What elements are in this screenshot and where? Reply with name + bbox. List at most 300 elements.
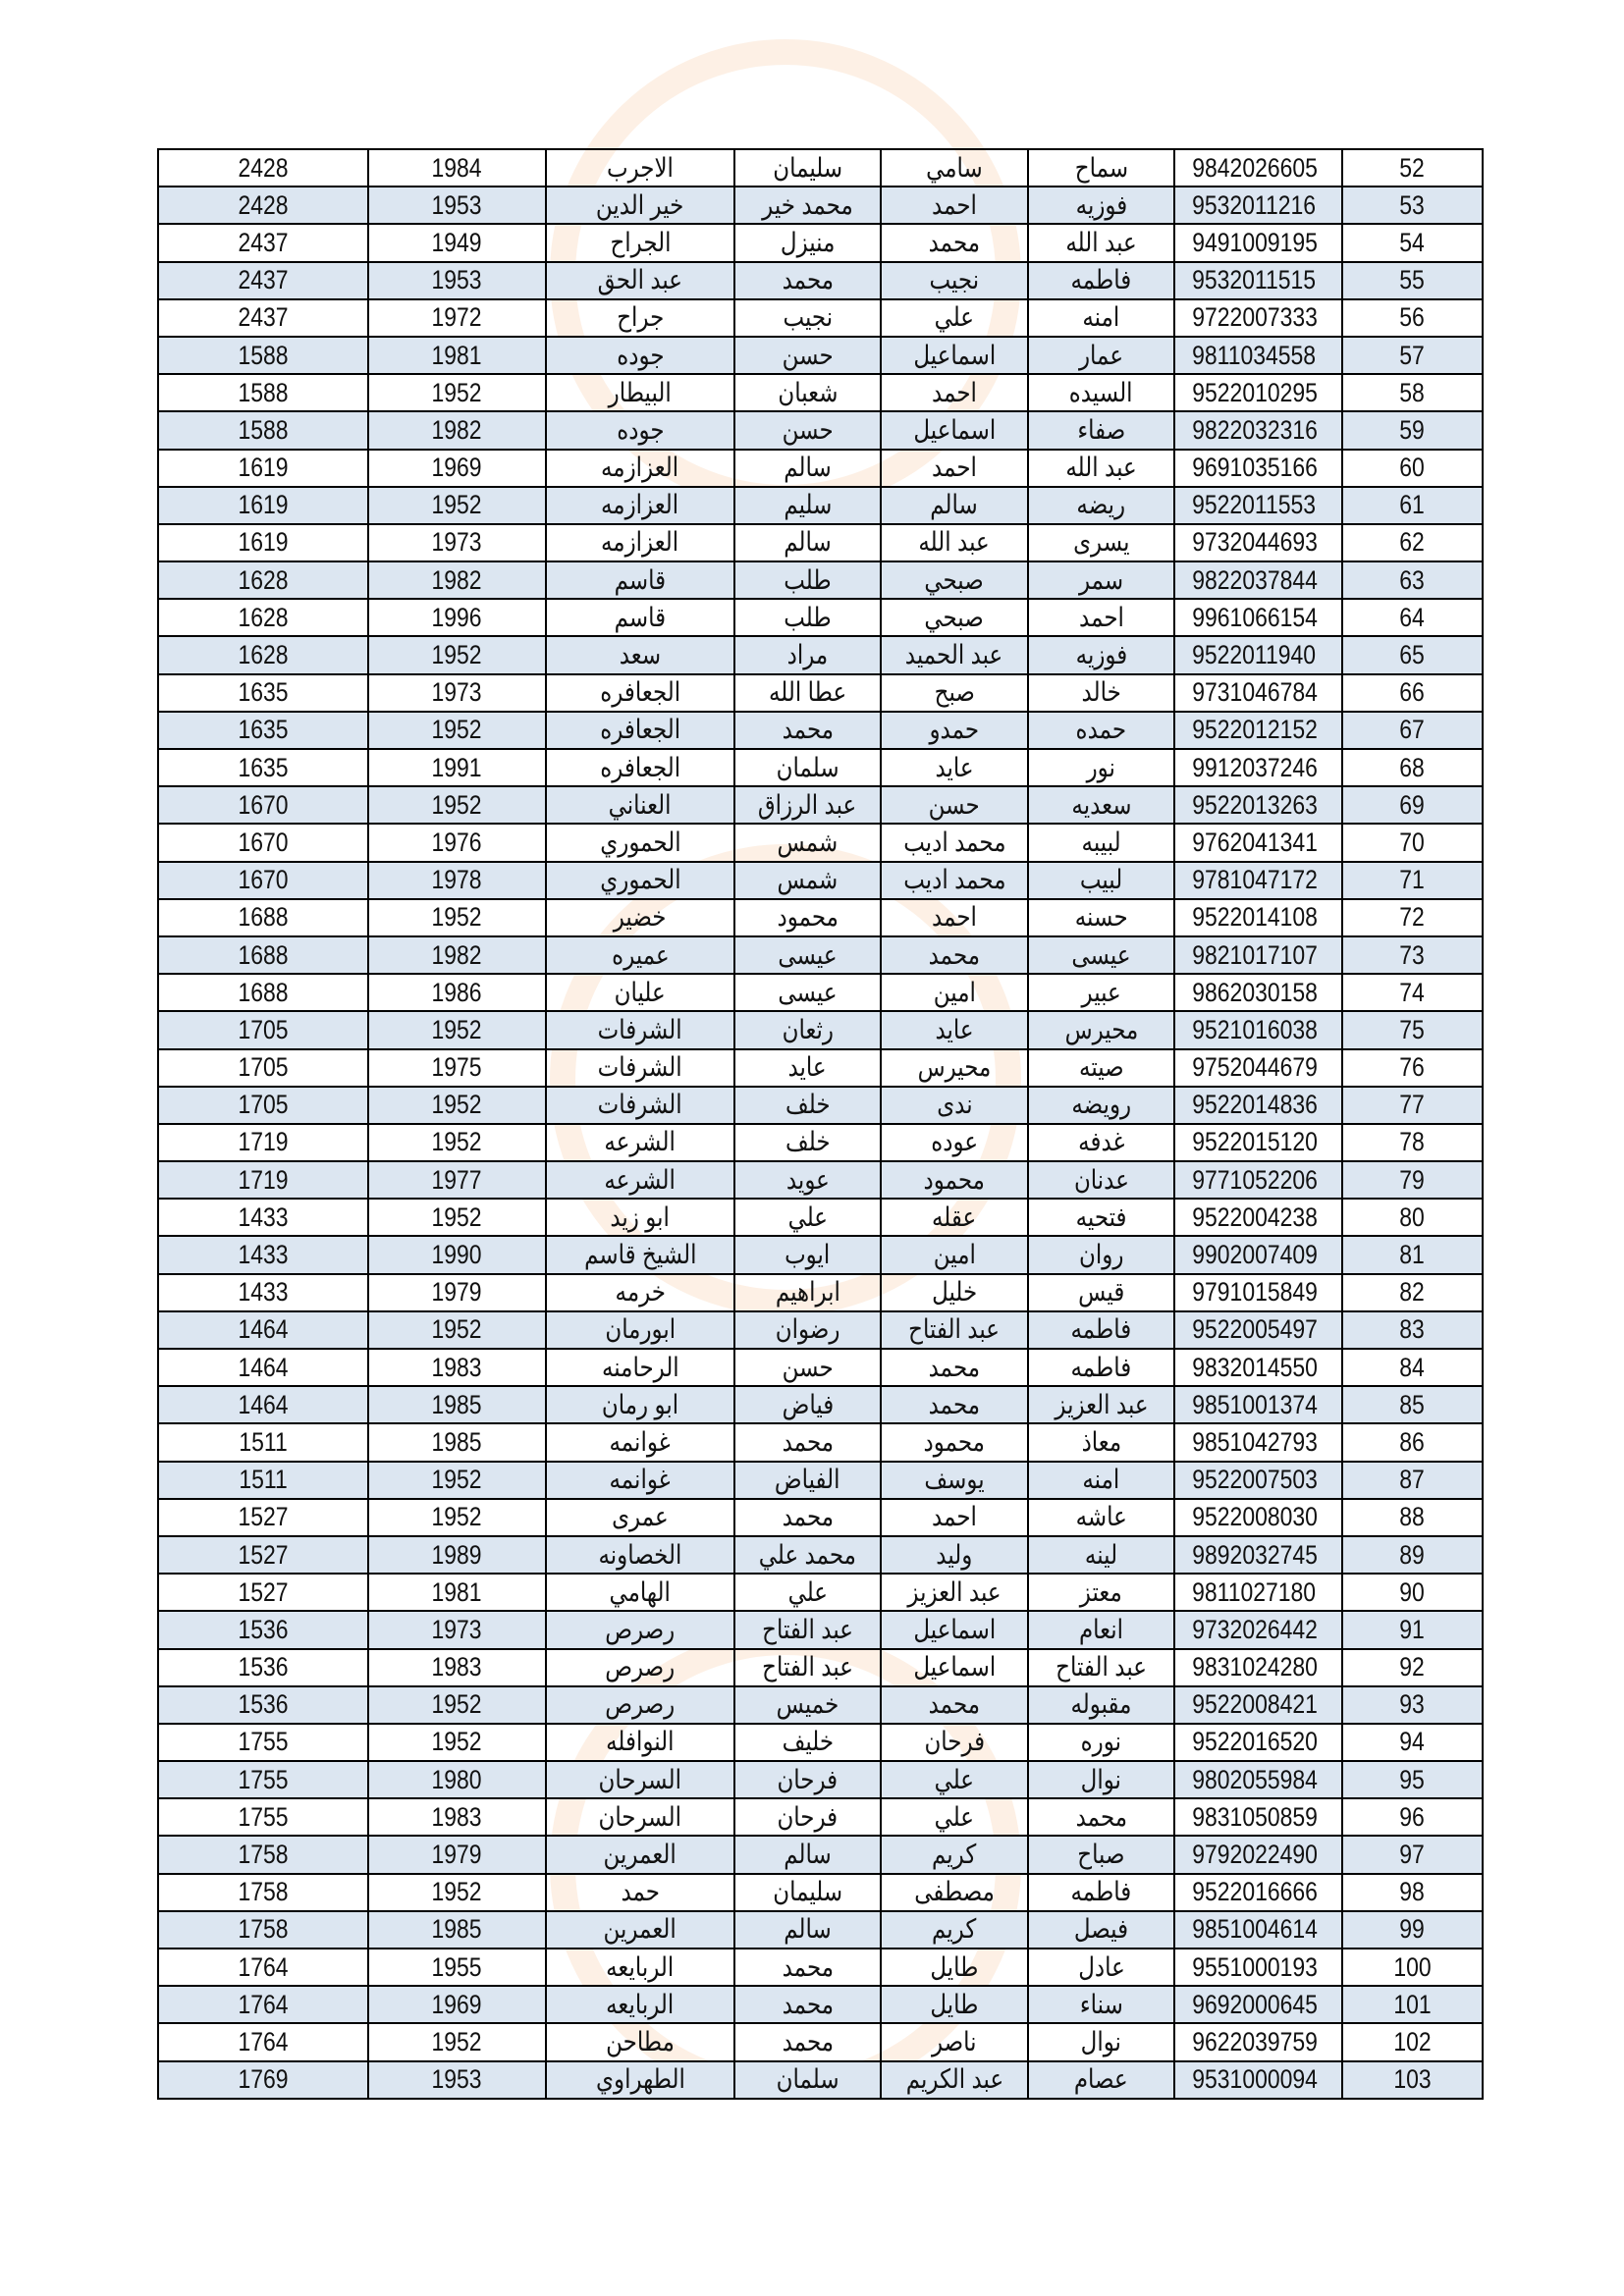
- cell-grandfather-name: [734, 1686, 881, 1724]
- cell-code-text: 2428: [238, 189, 289, 220]
- cell-first-name-text: عبد العزيز: [1054, 1389, 1149, 1419]
- cell-grandfather-name-text: حسن: [782, 414, 834, 445]
- cell-seq-text: 61: [1399, 490, 1426, 520]
- cell-father-name-text: صبحي: [924, 602, 985, 632]
- cell-code: [158, 1874, 368, 1911]
- cell-grandfather-name-text: محمد: [782, 2026, 834, 2056]
- cell-code: [158, 1311, 368, 1349]
- cell-code: [158, 262, 368, 299]
- cell-seq-text: 53: [1399, 189, 1426, 220]
- cell-first-name: [1028, 224, 1174, 261]
- table-row: [158, 1649, 1483, 1686]
- cell-grandfather-name: [734, 786, 881, 824]
- cell-national-id: [1174, 1049, 1342, 1087]
- cell-family-name-text: رصرص: [605, 1652, 676, 1682]
- table-row: [158, 1724, 1483, 1761]
- cell-birth-year-text: 1982: [431, 939, 483, 970]
- cell-grandfather-name-text: سليمان: [773, 152, 842, 183]
- cell-grandfather-name-text: رضوان: [775, 1314, 840, 1345]
- cell-first-name-text: عصام: [1074, 2064, 1128, 2095]
- cell-father-name: [881, 1236, 1028, 1273]
- cell-national-id-text: 9902007409: [1192, 1240, 1318, 1270]
- cell-birth-year-text: 1981: [431, 1576, 483, 1607]
- cell-father-name: [881, 1686, 1028, 1724]
- cell-birth-year: [368, 1124, 546, 1161]
- table-row: [158, 636, 1483, 673]
- cell-birth-year: [368, 1199, 546, 1236]
- cell-seq: [1342, 2023, 1483, 2060]
- cell-birth-year-text: 1953: [431, 189, 483, 220]
- cell-seq: [1342, 1087, 1483, 1124]
- table-row: [158, 1349, 1483, 1386]
- cell-national-id-text: 9752044679: [1192, 1052, 1318, 1083]
- cell-grandfather-name-text: خلف: [785, 1127, 831, 1157]
- cell-seq: [1342, 1423, 1483, 1461]
- cell-seq-text: 70: [1399, 827, 1426, 857]
- cell-seq: [1342, 1274, 1483, 1311]
- cell-birth-year-text: 1975: [431, 1052, 483, 1083]
- cell-code-text: 1755: [238, 1764, 289, 1794]
- cell-first-name-text: السيده: [1069, 377, 1133, 407]
- cell-seq-text: 97: [1399, 1840, 1426, 1870]
- records-table: [157, 148, 1484, 2100]
- cell-seq: [1342, 712, 1483, 749]
- cell-grandfather-name-text: سلمان: [776, 752, 839, 782]
- cell-national-id-text: 9522010295: [1192, 377, 1318, 407]
- cell-national-id-text: 9532011515: [1192, 265, 1317, 295]
- cell-seq: [1342, 1311, 1483, 1349]
- cell-first-name-text: عاشه: [1075, 1502, 1127, 1532]
- cell-code-text: 1433: [238, 1277, 289, 1308]
- cell-seq-text: 84: [1399, 1352, 1426, 1382]
- cell-birth-year-text: 1952: [431, 1465, 483, 1495]
- cell-national-id: [1174, 636, 1342, 673]
- cell-birth-year-text: 1952: [431, 1502, 483, 1532]
- cell-birth-year: [368, 749, 546, 786]
- cell-seq: [1342, 262, 1483, 299]
- cell-first-name-text: حمده: [1075, 715, 1127, 745]
- cell-national-id: [1174, 262, 1342, 299]
- cell-birth-year: [368, 487, 546, 524]
- cell-code-text: 1628: [238, 564, 289, 595]
- cell-grandfather-name: [734, 262, 881, 299]
- cell-code-text: 1670: [238, 827, 289, 857]
- cell-grandfather-name-text: منيزل: [780, 227, 836, 257]
- cell-code-text: 1670: [238, 789, 289, 820]
- table-row: [158, 411, 1483, 449]
- cell-family-name-text: سعد: [619, 640, 662, 670]
- cell-first-name: [1028, 1911, 1174, 1949]
- cell-national-id: [1174, 1124, 1342, 1161]
- cell-national-id-text: 9792022490: [1192, 1840, 1318, 1870]
- cell-national-id-text: 9522012152: [1192, 715, 1318, 745]
- cell-father-name-text: عبد الله: [918, 527, 991, 558]
- cell-national-id: [1174, 1724, 1342, 1761]
- cell-seq: [1342, 1386, 1483, 1423]
- cell-code-text: 1588: [238, 377, 289, 407]
- cell-first-name-text: لينه: [1084, 1539, 1118, 1570]
- cell-family-name-text: جوده: [616, 340, 665, 370]
- cell-first-name-text: صفاء: [1077, 414, 1125, 445]
- cell-grandfather-name-text: سالم: [784, 453, 832, 483]
- cell-birth-year: [368, 1536, 546, 1574]
- cell-father-name: [881, 149, 1028, 187]
- cell-seq: [1342, 1874, 1483, 1911]
- cell-birth-year-text: 1969: [431, 1989, 483, 2019]
- cell-seq-text: 101: [1393, 1989, 1432, 2019]
- cell-national-id-text: 9522011940: [1192, 640, 1317, 670]
- cell-first-name: [1028, 1161, 1174, 1199]
- cell-seq-text: 54: [1399, 227, 1426, 257]
- cell-family-name: [546, 1349, 734, 1386]
- cell-first-name-text: مقبوله: [1070, 1689, 1132, 1720]
- cell-national-id-text: 9732026442: [1192, 1614, 1318, 1644]
- cell-seq: [1342, 450, 1483, 487]
- cell-grandfather-name: [734, 337, 881, 374]
- cell-father-name: [881, 936, 1028, 974]
- cell-national-id: [1174, 1236, 1342, 1273]
- cell-father-name-text: علي: [934, 1764, 975, 1794]
- cell-grandfather-name-text: سليم: [783, 490, 833, 520]
- cell-family-name-text: البيطار: [608, 377, 673, 407]
- cell-grandfather-name: [734, 149, 881, 187]
- cell-family-name: [546, 1274, 734, 1311]
- cell-code: [158, 1236, 368, 1273]
- cell-code: [158, 1386, 368, 1423]
- cell-grandfather-name: [734, 2061, 881, 2099]
- cell-grandfather-name-text: عيسى: [778, 977, 838, 1007]
- cell-seq: [1342, 1911, 1483, 1949]
- cell-seq-text: 91: [1399, 1614, 1426, 1644]
- cell-father-name: [881, 1423, 1028, 1461]
- cell-father-name: [881, 1836, 1028, 1873]
- cell-birth-year-text: 1952: [431, 1877, 483, 1907]
- cell-family-name-text: الشرفات: [597, 1052, 683, 1083]
- cell-first-name: [1028, 337, 1174, 374]
- cell-seq-text: 74: [1399, 977, 1426, 1007]
- cell-birth-year-text: 1980: [431, 1764, 483, 1794]
- cell-grandfather-name: [734, 2023, 881, 2060]
- cell-birth-year: [368, 524, 546, 561]
- cell-code: [158, 374, 368, 411]
- cell-first-name: [1028, 1011, 1174, 1048]
- cell-grandfather-name: [734, 1536, 881, 1574]
- table-row: [158, 1049, 1483, 1087]
- cell-code-text: 1670: [238, 865, 289, 895]
- cell-birth-year: [368, 1874, 546, 1911]
- cell-seq: [1342, 1836, 1483, 1873]
- cell-seq-text: 81: [1399, 1240, 1426, 1270]
- cell-family-name-text: خير الدين: [596, 189, 684, 220]
- cell-seq-text: 98: [1399, 1877, 1426, 1907]
- cell-first-name: [1028, 1087, 1174, 1124]
- cell-father-name: [881, 636, 1028, 673]
- cell-code-text: 1705: [238, 1014, 289, 1044]
- cell-code: [158, 1087, 368, 1124]
- cell-grandfather-name: [734, 749, 881, 786]
- cell-seq-text: 66: [1399, 677, 1426, 708]
- cell-national-id-text: 9832014550: [1192, 1352, 1318, 1382]
- cell-family-name-text: العناني: [609, 789, 672, 820]
- cell-family-name-text: الخصاونه: [598, 1539, 682, 1570]
- cell-father-name-text: عبد الفتاح: [908, 1314, 1001, 1345]
- cell-grandfather-name: [734, 1499, 881, 1536]
- cell-grandfather-name-text: عويد: [785, 1164, 830, 1195]
- cell-national-id-text: 9851001374: [1192, 1389, 1318, 1419]
- cell-national-id-text: 9961066154: [1192, 602, 1318, 632]
- cell-family-name-text: الشرفات: [597, 1090, 683, 1120]
- cell-family-name-text: غوانمه: [609, 1426, 672, 1457]
- cell-father-name: [881, 1874, 1028, 1911]
- cell-father-name-text: ندى: [936, 1090, 973, 1120]
- cell-father-name-text: عبد الحميد: [905, 640, 1003, 670]
- cell-grandfather-name: [734, 1311, 881, 1349]
- cell-seq-text: 86: [1399, 1426, 1426, 1457]
- cell-first-name: [1028, 2023, 1174, 2060]
- cell-father-name: [881, 1911, 1028, 1949]
- cell-birth-year: [368, 411, 546, 449]
- cell-birth-year: [368, 1499, 546, 1536]
- cell-family-name-text: جراح: [616, 302, 665, 333]
- cell-father-name-text: عبد الكريم: [905, 2064, 1003, 2095]
- cell-birth-year: [368, 636, 546, 673]
- cell-code-text: 1758: [238, 1914, 289, 1945]
- cell-birth-year: [368, 149, 546, 187]
- cell-birth-year-text: 1983: [431, 1801, 483, 1832]
- cell-first-name-text: عبد الفتاح: [1056, 1652, 1147, 1682]
- cell-grandfather-name-text: حسن: [782, 1352, 834, 1382]
- cell-code: [158, 1686, 368, 1724]
- cell-code: [158, 786, 368, 824]
- cell-seq-text: 77: [1399, 1090, 1426, 1120]
- cell-birth-year-text: 1955: [431, 1951, 483, 1982]
- cell-grandfather-name-text: عبد الرزاق: [758, 789, 857, 820]
- cell-family-name: [546, 1724, 734, 1761]
- cell-family-name-text: الجعافره: [600, 677, 680, 708]
- cell-father-name: [881, 674, 1028, 712]
- cell-family-name-text: مطاحن: [606, 2026, 675, 2056]
- cell-grandfather-name-text: فياض: [782, 1389, 834, 1419]
- cell-family-name-text: ابورمان: [605, 1314, 676, 1345]
- cell-first-name-text: حسنه: [1074, 902, 1128, 933]
- cell-code-text: 1635: [238, 715, 289, 745]
- cell-seq-text: 94: [1399, 1727, 1426, 1757]
- cell-birth-year-text: 1977: [431, 1164, 483, 1195]
- cell-code: [158, 1423, 368, 1461]
- cell-birth-year-text: 1982: [431, 414, 483, 445]
- cell-first-name: [1028, 1349, 1174, 1386]
- cell-birth-year: [368, 1949, 546, 1986]
- cell-code-text: 1758: [238, 1877, 289, 1907]
- cell-national-id: [1174, 187, 1342, 224]
- cell-father-name: [881, 786, 1028, 824]
- cell-first-name: [1028, 1874, 1174, 1911]
- cell-birth-year-text: 1983: [431, 1352, 483, 1382]
- cell-national-id-text: 9522007503: [1192, 1465, 1318, 1495]
- cell-family-name: [546, 1011, 734, 1048]
- cell-first-name-text: روان: [1078, 1240, 1124, 1270]
- cell-first-name-text: فوزيه: [1075, 189, 1127, 220]
- cell-seq: [1342, 1574, 1483, 1611]
- table-row: [158, 187, 1483, 224]
- cell-family-name-text: العمرين: [603, 1914, 677, 1945]
- cell-birth-year: [368, 974, 546, 1011]
- cell-national-id-text: 9762041341: [1192, 827, 1318, 857]
- cell-national-id: [1174, 1874, 1342, 1911]
- cell-birth-year-text: 1953: [431, 2064, 483, 2095]
- cell-seq: [1342, 1986, 1483, 2023]
- cell-code: [158, 149, 368, 187]
- cell-father-name: [881, 224, 1028, 261]
- cell-seq: [1342, 1049, 1483, 1087]
- cell-family-name-text: الشيخ قاسم: [583, 1240, 697, 1270]
- cell-family-name: [546, 824, 734, 861]
- cell-seq-text: 52: [1399, 152, 1426, 183]
- cell-seq-text: 83: [1399, 1314, 1426, 1345]
- cell-seq-text: 71: [1399, 865, 1426, 895]
- cell-grandfather-name: [734, 1349, 881, 1386]
- cell-first-name-text: عبد الله: [1065, 227, 1137, 257]
- cell-grandfather-name: [734, 1274, 881, 1311]
- cell-family-name-text: عليان: [614, 977, 667, 1007]
- table-row: [158, 1686, 1483, 1724]
- cell-national-id-text: 9822037844: [1192, 564, 1318, 595]
- cell-family-name-text: الحموري: [599, 827, 681, 857]
- cell-birth-year-text: 1986: [431, 977, 483, 1007]
- cell-code: [158, 636, 368, 673]
- cell-seq-text: 89: [1399, 1539, 1426, 1570]
- cell-first-name: [1028, 1611, 1174, 1648]
- cell-birth-year: [368, 1311, 546, 1349]
- table-row: [158, 1274, 1483, 1311]
- cell-grandfather-name: [734, 1011, 881, 1048]
- cell-national-id: [1174, 1686, 1342, 1724]
- cell-national-id: [1174, 337, 1342, 374]
- cell-family-name: [546, 712, 734, 749]
- cell-father-name-text: احمد: [932, 453, 977, 483]
- cell-national-id-text: 9691035166: [1192, 453, 1318, 483]
- table-row: [158, 899, 1483, 936]
- cell-father-name-text: كريم: [932, 1840, 977, 1870]
- cell-first-name-text: معتز: [1080, 1576, 1122, 1607]
- cell-birth-year: [368, 599, 546, 636]
- cell-first-name-text: نوال: [1080, 2026, 1122, 2056]
- cell-birth-year-text: 1983: [431, 1652, 483, 1682]
- cell-father-name: [881, 1311, 1028, 1349]
- cell-national-id-text: 9551000193: [1192, 1951, 1318, 1982]
- cell-birth-year-text: 1952: [431, 1314, 483, 1345]
- cell-first-name: [1028, 1949, 1174, 1986]
- cell-grandfather-name-text: محمد خير: [762, 189, 853, 220]
- cell-father-name: [881, 299, 1028, 337]
- cell-father-name-text: خليل: [931, 1277, 978, 1308]
- cell-code-text: 2437: [238, 265, 289, 295]
- cell-code: [158, 1574, 368, 1611]
- cell-code: [158, 1911, 368, 1949]
- cell-family-name-text: الشرعه: [604, 1127, 677, 1157]
- cell-seq: [1342, 1949, 1483, 1986]
- cell-family-name-text: الشرفات: [597, 1014, 683, 1044]
- cell-code-text: 1464: [238, 1389, 289, 1419]
- cell-father-name-text: اسماعيل: [913, 1652, 996, 1682]
- cell-seq: [1342, 524, 1483, 561]
- cell-birth-year-text: 1952: [431, 377, 483, 407]
- cell-first-name: [1028, 524, 1174, 561]
- cell-family-name: [546, 599, 734, 636]
- cell-national-id: [1174, 1649, 1342, 1686]
- cell-grandfather-name-text: محمد: [782, 1989, 834, 2019]
- cell-father-name-text: صبحي: [924, 564, 985, 595]
- cell-birth-year-text: 1953: [431, 265, 483, 295]
- cell-birth-year: [368, 1911, 546, 1949]
- cell-national-id-text: 9522014108: [1192, 902, 1318, 933]
- cell-birth-year-text: 1996: [431, 602, 483, 632]
- cell-seq-text: 90: [1399, 1576, 1426, 1607]
- table-row: [158, 487, 1483, 524]
- cell-code-text: 1619: [238, 527, 289, 558]
- cell-grandfather-name: [734, 1236, 881, 1273]
- cell-first-name: [1028, 974, 1174, 1011]
- cell-national-id-text: 9851042793: [1192, 1426, 1318, 1457]
- cell-father-name: [881, 1499, 1028, 1536]
- cell-seq: [1342, 936, 1483, 974]
- cell-code-text: 1527: [238, 1539, 289, 1570]
- cell-national-id-text: 9802055984: [1192, 1764, 1318, 1794]
- cell-grandfather-name-text: شمس: [777, 865, 839, 895]
- table-row: [158, 1798, 1483, 1836]
- cell-grandfather-name-text: علي: [787, 1576, 828, 1607]
- cell-family-name-text: الربايعه: [606, 1989, 675, 2019]
- cell-family-name: [546, 561, 734, 599]
- cell-seq: [1342, 187, 1483, 224]
- cell-national-id-text: 9531000094: [1192, 2064, 1318, 2095]
- cell-family-name: [546, 149, 734, 187]
- table-row: [158, 450, 1483, 487]
- cell-code-text: 1755: [238, 1801, 289, 1832]
- cell-grandfather-name: [734, 824, 881, 861]
- cell-code-text: 1527: [238, 1502, 289, 1532]
- cell-first-name-text: عدنان: [1073, 1164, 1129, 1195]
- cell-first-name-text: سمر: [1078, 564, 1124, 595]
- cell-grandfather-name-text: شعبان: [777, 377, 839, 407]
- cell-father-name-text: ناصر: [932, 2026, 977, 2056]
- cell-first-name: [1028, 450, 1174, 487]
- cell-national-id-text: 9521016038: [1192, 1014, 1318, 1044]
- cell-national-id-text: 9831050859: [1192, 1801, 1318, 1832]
- cell-first-name: [1028, 636, 1174, 673]
- cell-family-name-text: جوده: [616, 414, 665, 445]
- cell-grandfather-name-text: خليف: [782, 1727, 834, 1757]
- cell-first-name-text: سماح: [1074, 152, 1128, 183]
- cell-national-id-text: 9892032745: [1192, 1539, 1318, 1570]
- cell-grandfather-name: [734, 1911, 881, 1949]
- cell-birth-year: [368, 1986, 546, 2023]
- cell-father-name: [881, 487, 1028, 524]
- cell-family-name-text: الرحامنه: [601, 1352, 679, 1382]
- cell-first-name-text: غدفه: [1077, 1127, 1125, 1157]
- cell-national-id: [1174, 1949, 1342, 1986]
- cell-first-name: [1028, 149, 1174, 187]
- cell-national-id: [1174, 824, 1342, 861]
- cell-father-name-text: علي: [934, 1801, 975, 1832]
- cell-first-name: [1028, 1798, 1174, 1836]
- cell-first-name: [1028, 786, 1174, 824]
- cell-code: [158, 862, 368, 899]
- cell-seq-text: 75: [1399, 1014, 1426, 1044]
- cell-family-name: [546, 1124, 734, 1161]
- cell-grandfather-name-text: الفياض: [775, 1465, 840, 1495]
- cell-grandfather-name: [734, 1124, 881, 1161]
